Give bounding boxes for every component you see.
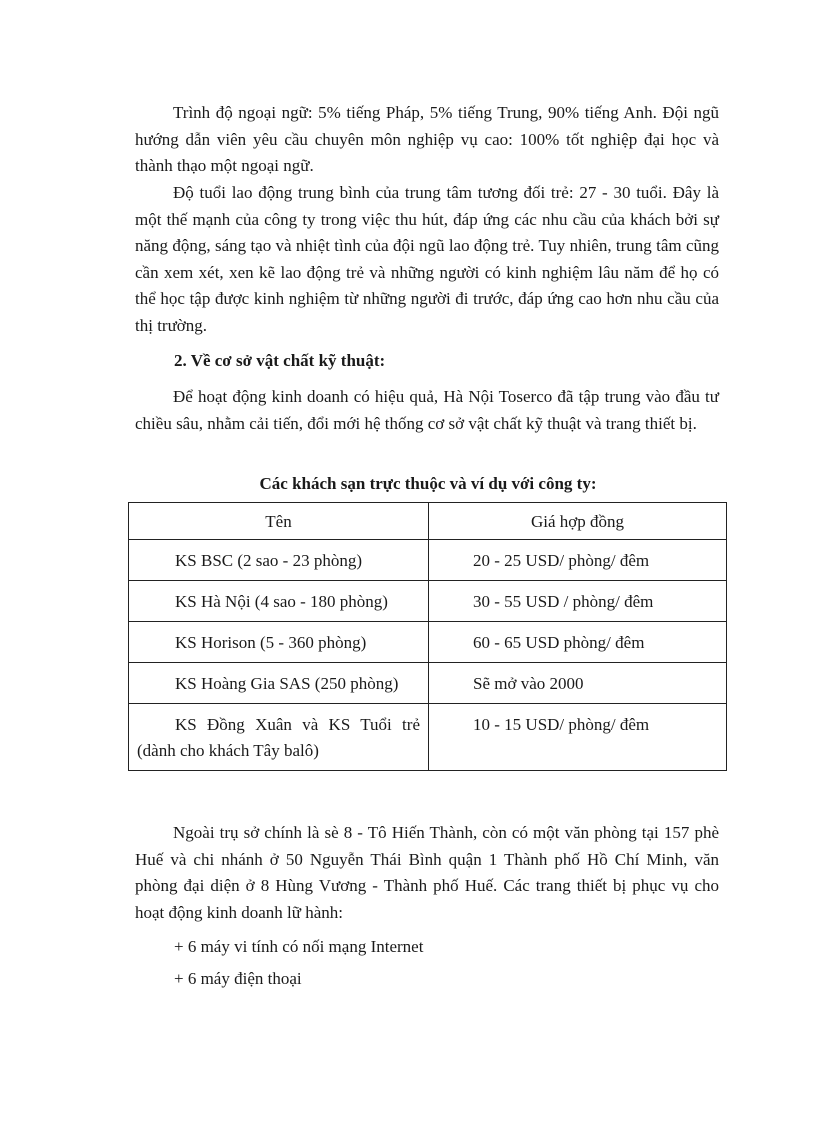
hotel-name: KS BSC (2 sao - 23 phòng) xyxy=(129,540,429,581)
table-caption: Các khách sạn trực thuộc và ví dụ với công ty: xyxy=(259,474,597,493)
table-header-row xyxy=(129,503,727,540)
hotel-price: Sẽ mở vào 2000 xyxy=(429,663,727,704)
hotel-name: KS Hoàng Gia SAS (250 phòng) xyxy=(129,663,429,704)
paragraph-age-structure: Độ tuổi lao động trung bình của trung tâm tương đối trẻ: 27 - 30 tuổi. Đây là một thế mạnh của công ty trong việc thu hút, đáp ứng các nhu cầu của khách bởi sự năng động, sáng tạo và nhiệt tình của đội ngũ lao động trẻ. Tuy nhiên, trung tâm cũng cần xem xét, xen kẽ lao động trẻ và những người có kinh nghiệm lâu năm để họ có thể học tập được kinh nghiệm từ những người đi trước, đáp ứng cao hơn nhu cầu của thị trường. xyxy=(135,183,719,335)
paragraph-offices: Ngoài trụ sở chính là sè 8 - Tô Hiến Thành, còn có một văn phòng tại 157 phè Huế và chi nhánh ở 50 Nguyễn Thái Bình quận 1 Thành phố Hồ Chí Minh, văn phòng đại diện ở 8 Hùng Vương - Thành phố Huế. Các trang thiết bị phục vụ cho hoạt động kinh doanh lữ hành: xyxy=(135,823,719,922)
hotel-price: 10 - 15 USD/ phòng/ đêm xyxy=(429,704,727,771)
hotel-price: 60 - 65 USD phòng/ đêm xyxy=(429,622,727,663)
list-item: + 6 máy điện thoại xyxy=(174,969,302,988)
hotel-name: KS Horison (5 - 360 phòng) xyxy=(129,622,429,663)
hotels-table xyxy=(128,502,727,771)
header-name: Tên xyxy=(129,503,429,540)
paragraph-language-skills: Trình độ ngoại ngữ: 5% tiếng Pháp, 5% tiếng Trung, 90% tiếng Anh. Đội ngũ hướng dẫn viên yêu cầu chuyên môn nghiệp vụ cao: 100% tốt nghiệp đại học và thành thạo một ngoại ngữ. xyxy=(135,103,719,175)
list-item: + 6 máy vi tính có nối mạng Internet xyxy=(174,937,424,956)
hotel-price: 20 - 25 USD/ phòng/ đêm xyxy=(429,540,727,581)
table-row xyxy=(129,540,727,581)
section-heading: 2. Về cơ sở vật chất kỹ thuật: xyxy=(174,351,386,370)
hotel-name: KS Hà Nội (4 sao - 180 phòng) xyxy=(129,581,429,622)
paragraph-investment: Để hoạt động kinh doanh có hiệu quả, Hà Nội Toserco đã tập trung vào đầu tư chiều sâu, nhằm cải tiến, đổi mới hệ thống cơ sở vật chất kỹ thuật và trang thiết bị. xyxy=(135,387,719,433)
table-row xyxy=(129,663,727,704)
table-row xyxy=(129,581,727,622)
hotel-price: 30 - 55 USD / phòng/ đêm xyxy=(429,581,727,622)
table-row xyxy=(129,622,727,663)
header-price: Giá hợp đồng xyxy=(429,503,727,540)
table-row xyxy=(129,704,727,771)
hotel-name: KS Đồng Xuân và KS Tuổi trẻ (dành cho khách Tây balô) xyxy=(129,704,429,771)
